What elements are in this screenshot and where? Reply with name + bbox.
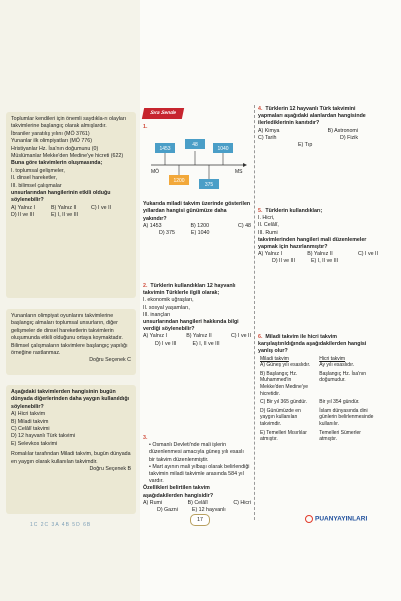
question-option: III. inançları	[143, 311, 171, 318]
question-intro: Türklerin kullandıkları 12 hayvanlı takvimin Türklerle ilgili olarak;	[143, 283, 236, 297]
answer-option[interactable]: C) 48	[238, 222, 251, 229]
table-row[interactable]	[258, 362, 376, 371]
answer-option[interactable]: E) 1040	[190, 230, 210, 237]
answer-option[interactable]: D) Gazni	[157, 507, 178, 514]
answers-row	[143, 230, 251, 237]
answer-option[interactable]: B) Yalnız II	[51, 204, 77, 211]
table-cell: D) Günümüzde en yaygın kullanılan takvimdir.	[260, 407, 301, 427]
timeline-label: 375	[204, 182, 214, 189]
question-option: III. Rumi	[258, 229, 278, 236]
question-text: Miladi takvim ile hicri takvim karşılaştırıldığında aşağıdakilerden hangisi yanlış olur?	[258, 334, 367, 355]
answers-row	[258, 142, 378, 149]
table-cell: Temelleri Sümerler atmıştır.	[319, 429, 361, 443]
answer-option[interactable]: A) Yalnız I	[143, 333, 167, 340]
answers-row	[143, 333, 251, 340]
timeline-label: 1040	[217, 146, 229, 153]
answer-option[interactable]: E) 12 hayvanlı	[191, 507, 226, 514]
question-option: I. Hicri,	[258, 215, 275, 222]
answer-option[interactable]: A) Rumi	[143, 499, 163, 506]
correct-answer-note: Doğru Seçenek B	[89, 466, 131, 473]
answer-option[interactable]: B) Miladi takvim	[11, 418, 49, 425]
table-cell: İslam dünyasında dini günlerin belirlenmesinde kullanılır.	[319, 407, 374, 427]
table-cell: Başlangıç Hz. İsa'nın doğumudur.	[319, 370, 367, 384]
question-4	[258, 106, 378, 149]
answers-row	[143, 341, 251, 348]
q1-left-item: Müslümanlar Mekke'den Medine'ye hicreti (622)	[11, 153, 124, 160]
question-number: 1.	[143, 124, 148, 130]
question-1	[143, 124, 251, 237]
q1-left-intro: Toplumlar kendileri için önemli saydıkla-rı olayları takvimlerine başlangıç olarak almışlardır.	[11, 116, 127, 130]
answer-option[interactable]: E) Selevkos takvimi	[11, 440, 58, 447]
q2-left-question: Aşağıdaki takvimlerden hangisinin bugün dünyada diğerlerinden daha yaygın kullanıldığı söylenebilir?	[11, 389, 130, 410]
question-text: unsurlarından hangileri hakkında bilgi verdiği söylenebilir?	[143, 319, 239, 333]
question-text: Türklerin kullandıkları;	[265, 208, 323, 214]
timeline-right-label: MS	[235, 169, 243, 176]
answer-option[interactable]: D) I ve III	[155, 340, 177, 347]
table-cell: Bir yıl 354 gündür.	[319, 399, 360, 406]
question-number: 4.	[258, 106, 263, 112]
q1-left-option: II. dinsel hareketler,	[11, 175, 57, 182]
column-divider	[254, 105, 255, 520]
left-question-1	[6, 112, 136, 298]
question-option: I. ekonomik uğraşları,	[143, 297, 194, 304]
answer-option[interactable]: D) Fizik	[340, 134, 358, 141]
table-row[interactable]	[258, 408, 376, 430]
question-2	[143, 283, 251, 348]
section-badge: Sıra Sende	[142, 108, 184, 119]
answer-option[interactable]: C) Celâlî takvimi	[11, 426, 50, 433]
table-row[interactable]	[258, 399, 376, 408]
question-number: 5.	[258, 208, 263, 214]
question-text: Özellikleri belirtilen takvim aşağıdakilerden hangisidir?	[143, 485, 214, 499]
table-header: Miladi takvim	[260, 355, 289, 362]
answers-row	[258, 258, 378, 265]
answers-row	[258, 135, 358, 142]
answer-option[interactable]: C) I ve II	[91, 204, 112, 211]
question-number: 3.	[143, 435, 148, 441]
timeline-left-label: MÖ	[151, 169, 160, 176]
q2-left-explanation: Romalılar tarafından Miladi takvim, bugün dünyada en yaygın olarak kullanılan takvimdir.	[11, 451, 131, 465]
answer-option[interactable]: A) 1453	[143, 222, 162, 229]
question-option: II. sosyal yaşamları,	[143, 304, 190, 311]
answer-option[interactable]: E) I, II ve III	[51, 212, 79, 219]
question-text-2: takvimlerinden hangileri mali düzenlemeler yapmak için hazırlanmıştır?	[258, 236, 367, 251]
question-text: Yukarıda miladi takvim üzerinde gösterilen yıllardan hangisi günümüze daha yakındır?	[143, 201, 251, 222]
answer-option[interactable]: E) Tıp	[298, 142, 313, 149]
question-number: 2.	[143, 283, 148, 289]
publisher-brand	[305, 515, 367, 523]
answer-option[interactable]: B) Astronomi	[327, 127, 358, 134]
question-6	[258, 334, 378, 445]
table-cell: Ay yılı esaslıdır.	[319, 362, 355, 369]
timeline-label: 48	[192, 142, 198, 149]
table-cell: E) Temelleri Mısırlılar atmıştır.	[260, 429, 307, 443]
answer-option[interactable]: E) I, II ve III	[310, 258, 339, 265]
answers-row	[258, 251, 378, 258]
answer-option[interactable]: A) Yalnız I	[258, 251, 282, 258]
q1-left-item: Hristiyanlar Hz. İsa'nın doğumunu (0)	[11, 145, 99, 152]
question-number: 6.	[258, 334, 263, 340]
comparison-table	[258, 356, 376, 445]
q1-left-item: İbraniler yaratılış yılını (MÖ 3761)	[11, 130, 90, 137]
timeline-diagram	[143, 131, 251, 201]
q1-left-question: unsurlarından hangilerinin etkili olduğu söylenebilir?	[11, 190, 111, 204]
answer-option[interactable]: D) 12 hayvanlı Türk takvimi	[11, 433, 76, 440]
answer-option[interactable]: A) Yalnız I	[11, 204, 35, 211]
q1-left-answers	[11, 205, 131, 220]
left-question-2	[6, 385, 136, 514]
answers-row	[143, 223, 251, 230]
q1-left-option: I. toplumsal gelişmeler,	[11, 167, 65, 174]
question-option: II. Celâlî,	[258, 222, 279, 229]
timeline-arrow	[243, 163, 247, 167]
answers-row	[143, 500, 251, 507]
answer-option[interactable]: B) Yalnız II	[307, 251, 333, 258]
publisher-logo-icon	[305, 515, 313, 523]
page-number: 17	[190, 514, 210, 526]
answer-key-strip: 1C 2C 3A 4B 5D 6B	[30, 522, 92, 528]
question-item: • Osmanlı Devleti'nde mali işlerin düzenlenmesi amacıyla güneş yılı esaslı bir takvim düzenlenmiştir.	[149, 442, 244, 463]
correct-answer-note: Doğru Seçenek C	[89, 357, 131, 364]
answer-option[interactable]: B) Yalnız II	[186, 333, 212, 340]
explanation-box	[6, 309, 136, 375]
answer-option[interactable]: B) 1200	[190, 222, 210, 229]
answer-option[interactable]: C) Tarih	[258, 134, 277, 141]
table-header: Hicri takvim	[319, 355, 346, 362]
table-row[interactable]	[258, 371, 376, 399]
publisher-name: PUANYAYINLARI	[315, 515, 368, 523]
answers-row	[258, 128, 358, 135]
q1-left-prompt: Buna göre takvimlerin oluşmasında;	[11, 160, 103, 167]
answer-option[interactable]: C) I ve II	[230, 333, 251, 340]
answer-option[interactable]: A) Kimya	[258, 127, 280, 134]
answer-option[interactable]: D) II ve III	[272, 258, 295, 265]
question-3	[143, 435, 251, 514]
explanation-text: Yunanların olimpiyat oyunlarını takvimlerine başlangıç almaları toplumsal unsurların, diğer gelişmeler de dinsel hareketlerin takvimlerin oluşumunda etkili olduğunu ortaya koymaktadır. Bilimsel çalışmaların takvimlere başlangıç yapılığı örneğine rastlanmaz.	[11, 313, 128, 357]
q1-left-item: Yunanlar ilk olimpiyatları (MÖ 776)	[11, 138, 92, 145]
answer-option[interactable]: D) II ve III	[11, 212, 34, 219]
answer-option[interactable]: B) Celâlî	[187, 499, 208, 506]
answer-option[interactable]: D) 375	[159, 230, 175, 237]
answer-option[interactable]: C) I ve II	[357, 251, 378, 258]
question-5	[258, 208, 378, 266]
table-cell: C) Bir yıl 365 gündür.	[260, 399, 307, 406]
question-text: Türklerin 12 hayvanlı Türk takvimini yapmaları aşağıdaki alanlardan hangisinde ilerlediklerinin kanıtıdır?	[258, 106, 366, 127]
q1-left-option: III. bilimsel çalışmalar	[11, 182, 62, 189]
answer-option[interactable]: A) Hicri takvim	[11, 411, 46, 418]
question-item: • Mart ayının mali yılbaşı olarak belirlendiği takvimin miladi takvimle arasında 584 yıl vardır.	[149, 463, 250, 485]
table-cell: B) Başlangıç Hz. Muhammed'in Mekke'den Medine'ye hicretidir.	[260, 370, 309, 397]
answer-option[interactable]: E) I, II ve III	[192, 340, 220, 347]
timeline-label: 1453	[159, 146, 171, 153]
table-cell: A) Güneş yılı esaslıdır.	[260, 362, 311, 369]
answer-option[interactable]: C) Hicri	[233, 499, 251, 506]
timeline-label: 1200	[173, 178, 185, 185]
table-row[interactable]	[258, 430, 376, 445]
